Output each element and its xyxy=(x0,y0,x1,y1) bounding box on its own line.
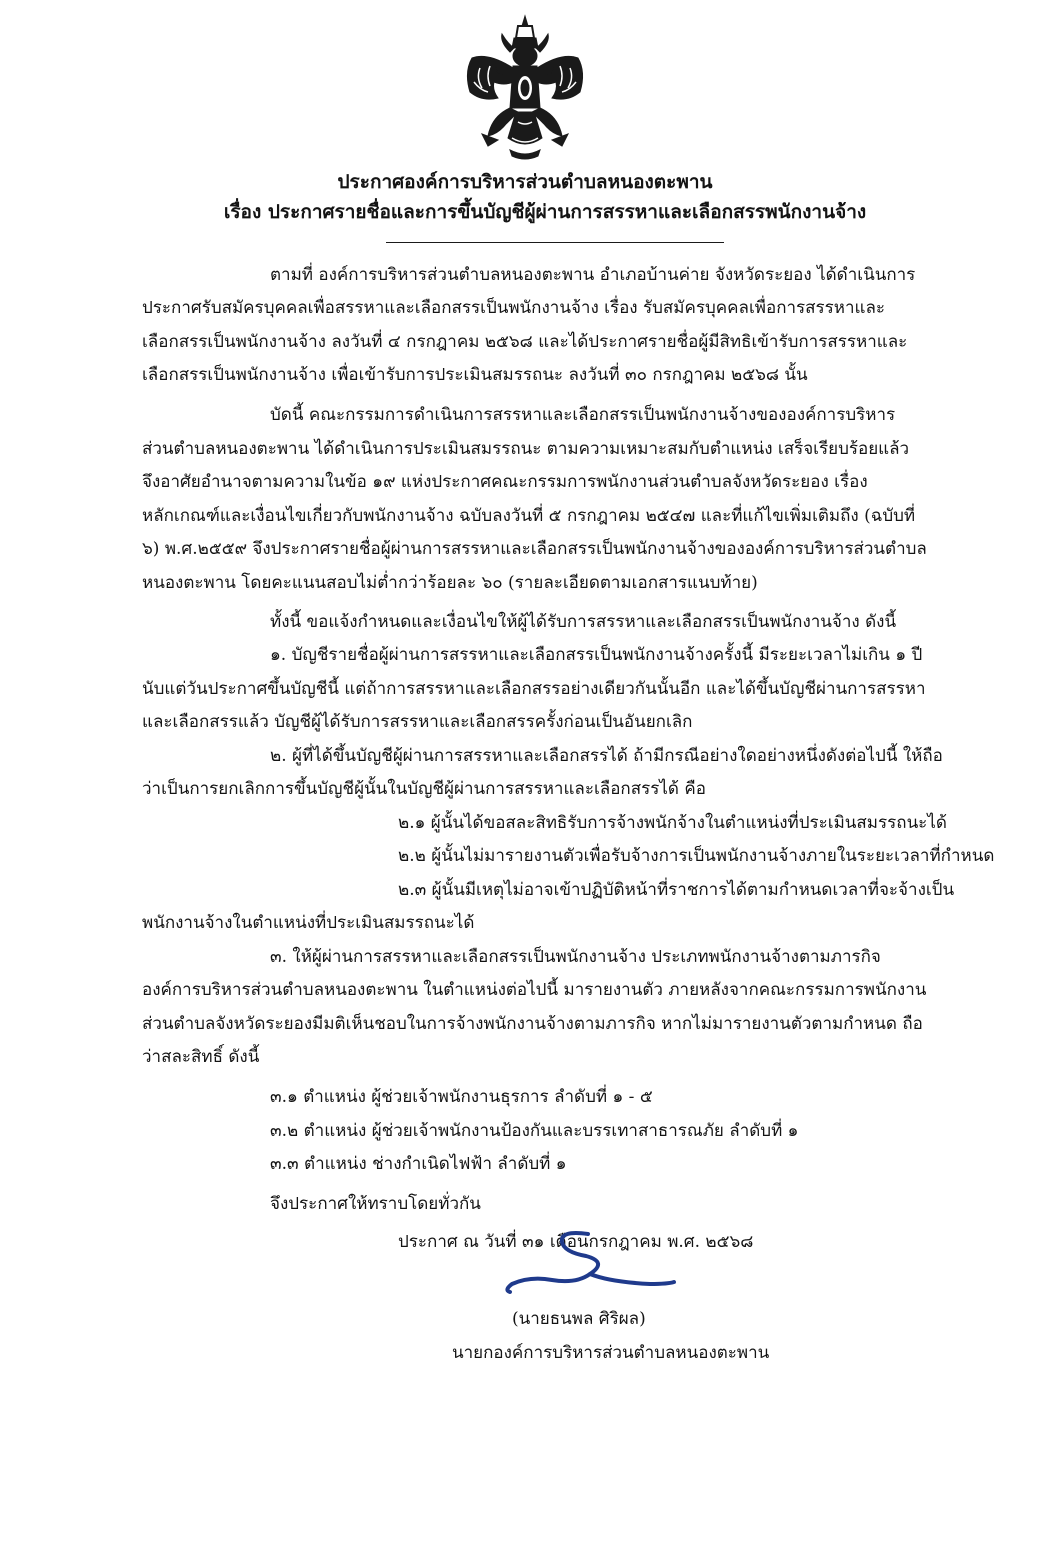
body-line: หนองตะพาน โดยคะแนนสอบไม่ต่ำกว่าร้อยละ ๖๐ (รายละเอียดตามเอกสารแนบท้าย) xyxy=(142,573,758,593)
body-line: จึงอาศัยอำนาจตามความในข้อ ๑๙ แห่งประกาศคณะกรรมการพนักงานส่วนตำบลจังหวัดระยอง เรื่อง xyxy=(142,472,868,492)
body-line: ทั้งนี้ ขอแจ้งกำหนดและเงื่อนไขให้ผู้ได้รับการสรรหาและเลือกสรรเป็นพนักงานจ้าง ดังนี้ xyxy=(270,612,897,632)
condition-subitem-2-2: ๒.๒ ผู้นั้นไม่มารายงานตัวเพื่อรับจ้างการเป็นพนักงานจ้างภายในระยะเวลาที่กำหนด xyxy=(398,846,995,866)
title-divider xyxy=(386,242,724,243)
announcement-date: ประกาศ ณ วันที่ ๓๑ เดือนกรกฎาคม พ.ศ. ๒๕๖๘ xyxy=(398,1232,754,1252)
body-line: ตามที่ องค์การบริหารส่วนตำบลหนองตะพาน อำเภอบ้านค่าย จังหวัดระยอง ได้ดำเนินการ xyxy=(270,265,916,285)
body-line: พนักงานจ้างในตำแหน่งที่ประเมินสมรรถนะได้ xyxy=(142,913,475,933)
body-line: ๖) พ.ศ.๒๕๕๙ จึงประกาศรายชื่อผู้ผ่านการสรรหาและเลือกสรรเป็นพนักงานจ้างขององค์การบริหารส่วนตำบล xyxy=(142,539,927,559)
garuda-emblem-icon xyxy=(458,12,592,162)
body-line: ส่วนตำบลจังหวัดระยองมีมติเห็นชอบในการจ้างพนักงานจ้างตามภารกิจ หากไม่มารายงานตัวตามกำหนด ถือ xyxy=(142,1014,923,1034)
condition-item-1: ๑. บัญชีรายชื่อผู้ผ่านการสรรหาและเลือกสรรเป็นพนักงานจ้างครั้งนี้ มีระยะเวลาไม่เกิน ๑ ปี xyxy=(270,645,923,665)
closing-line: จึงประกาศให้ทราบโดยทั่วกัน xyxy=(270,1194,481,1214)
condition-item-2: ๒. ผู้ที่ได้ขึ้นบัญชีผู้ผ่านการสรรหาและเลือกสรรได้ ถ้ามีกรณีอย่างใดอย่างหนึ่งดังต่อไปนี้ ให้ถือ xyxy=(270,746,943,766)
body-line: นับแต่วันประกาศขึ้นบัญชีนี้ แต่ถ้าการสรรหาและเลือกสรรอย่างเดียวกันนั้นอีก และได้ขึ้นบัญชีผ่านการสรรหา xyxy=(142,679,926,699)
body-line: ว่าสละสิทธิ์ ดังนี้ xyxy=(142,1047,260,1067)
body-line: เลือกสรรเป็นพนักงานจ้าง ลงวันที่ ๔ กรกฎาคม ๒๕๖๘ และได้ประกาศรายชื่อผู้มีสิทธิเข้ารับการสรรหาและ xyxy=(142,332,908,352)
condition-item-3: ๓. ให้ผู้ผ่านการสรรหาและเลือกสรรเป็นพนักงานจ้าง ประเภทพนักงานจ้างตามภารกิจ xyxy=(270,947,881,967)
body-line: เลือกสรรเป็นพนักงานจ้าง เพื่อเข้ารับการประเมินสมรรถนะ ลงวันที่ ๓๐ กรกฎาคม ๒๕๖๘ นั้น xyxy=(142,365,808,385)
body-line: ส่วนตำบลหนองตะพาน ได้ดำเนินการประเมินสมรรถนะ ตามความเหมาะสมกับตำแหน่ง เสร็จเรียบร้อยแล้ว xyxy=(142,439,910,459)
position-item-3-1: ๓.๑ ตำแหน่ง ผู้ช่วยเจ้าพนักงานธุรการ ลำดับที่ ๑ - ๕ xyxy=(270,1087,653,1107)
body-line: ประกาศรับสมัครบุคคลเพื่อสรรหาและเลือกสรรเป็นพนักงานจ้าง เรื่อง รับสมัครบุคคลเพื่อการสรรหาและ xyxy=(142,298,886,318)
body-line: และเลือกสรรแล้ว บัญชีผู้ได้รับการสรรหาและเลือกสรรครั้งก่อนเป็นอันยกเลิก xyxy=(142,712,693,732)
signer-position: นายกองค์การบริหารส่วนตำบลหนองตะพาน xyxy=(452,1343,770,1363)
body-line: หลักเกณฑ์และเงื่อนไขเกี่ยวกับพนักงานจ้าง ฉบับลงวันที่ ๕ กรกฎาคม ๒๕๔๗ และที่แก้ไขเพิ่มเติมถึง (ฉบับที่ xyxy=(142,506,916,526)
condition-subitem-2-3: ๒.๓ ผู้นั้นมีเหตุไม่อาจเข้าปฏิบัติหน้าที่ราชการได้ตามกำหนดเวลาที่จะจ้างเป็น xyxy=(398,880,955,900)
handwritten-signature xyxy=(490,1226,690,1302)
document-title: ประกาศองค์การบริหารส่วนตำบลหนองตะพาน xyxy=(337,171,713,193)
position-item-3-2: ๓.๒ ตำแหน่ง ผู้ช่วยเจ้าพนักงานป้องกันและบรรเทาสาธารณภัย ลำดับที่ ๑ xyxy=(270,1121,799,1141)
body-line: องค์การบริหารส่วนตำบลหนองตะพาน ในตำแหน่งต่อไปนี้ มารายงานตัว ภายหลังจากคณะกรรมการพนักงาน xyxy=(142,980,927,1000)
body-line: บัดนี้ คณะกรรมการดำเนินการสรรหาและเลือกสรรเป็นพนักงานจ้างขององค์การบริหาร xyxy=(270,405,896,425)
signer-name: (นายธนพล ศิริผล) xyxy=(512,1309,646,1329)
body-line: ว่าเป็นการยกเลิกการขึ้นบัญชีผู้นั้นในบัญชีผู้ผ่านการสรรหาและเลือกสรรได้ คือ xyxy=(142,779,706,799)
condition-subitem-2-1: ๒.๑ ผู้นั้นได้ขอสละสิทธิรับการจ้างพนักจ้างในตำแหน่งที่ประเมินสมรรถนะได้ xyxy=(398,813,947,833)
position-item-3-3: ๓.๓ ตำแหน่ง ช่างกำเนิดไฟฟ้า ลำดับที่ ๑ xyxy=(270,1154,567,1174)
document-subject: เรื่อง ประกาศรายชื่อและการขึ้นบัญชีผู้ผ่านการสรรหาและเลือกสรรพนักงานจ้าง xyxy=(223,201,867,223)
